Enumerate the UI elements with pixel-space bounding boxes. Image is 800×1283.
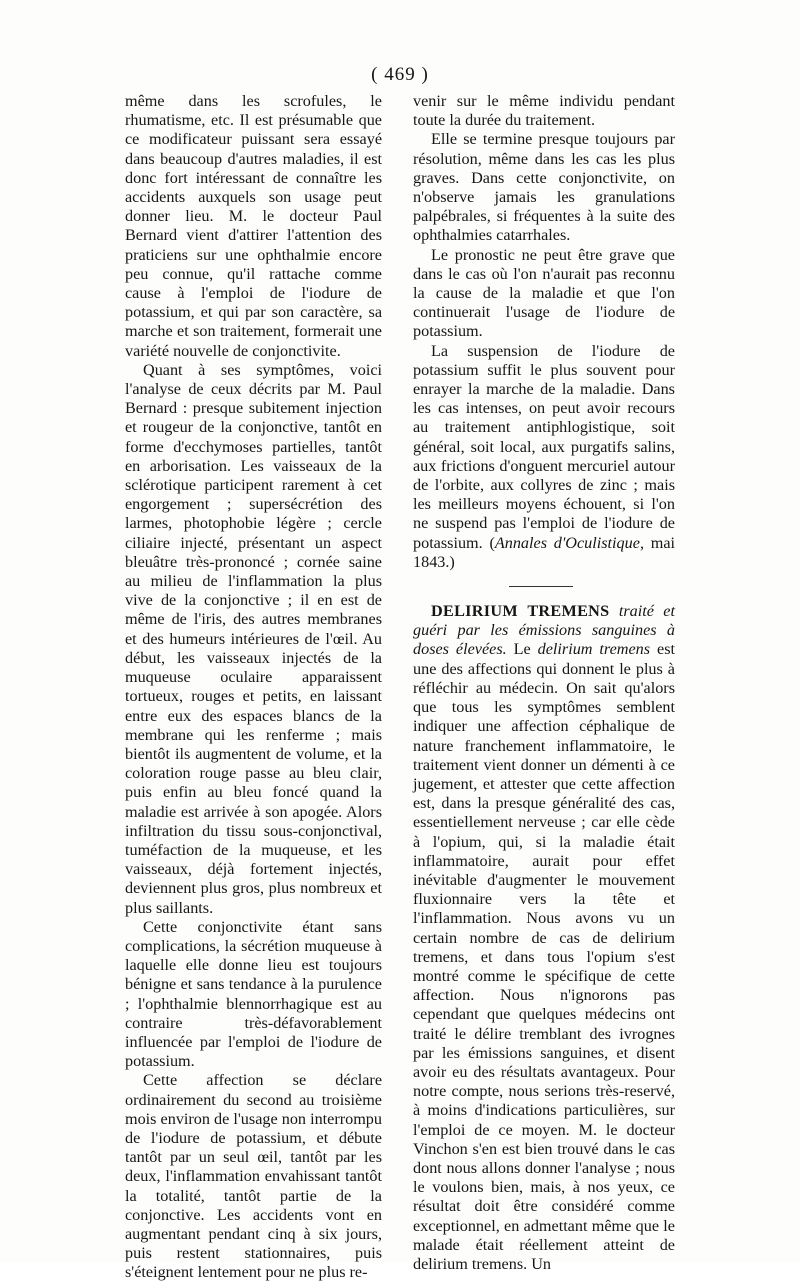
- section-separator: [413, 572, 675, 602]
- paragraph: Le pronostic ne peut être grave que dans le cas où l'on n'aurait pas reconnu la cause de la maladie et que l'on continuerait l'usage de l'iodure de potassium.: [413, 245, 675, 341]
- page-number: ( 469 ): [371, 64, 429, 85]
- right-column: [413, 92, 675, 1274]
- citation-open: (: [482, 533, 495, 552]
- paragraph: Cette conjonctivite étant sans complications, la sécrétion muqueuse à laquelle elle donne lieu est toujours bénigne et sans tendance à la purulence ; l'ophthalmie blennorrhagique est au contraire très-défavorablement influencée par l'emploi de l'iodure de potassium.: [125, 917, 382, 1071]
- left-column: [125, 92, 382, 1283]
- paragraph: Cette affection se déclare ordinairement du second au troisième mois environ de l'usage non interrompu de l'iodure de potassium, et débute tantôt par un seul œil, tantôt par les deux, l'inflammation envahissant tantôt la totalité, tantôt partie de la conjonctive. Les accidents vont en augmentant pendant cinq à six jours, puis restent stationnaires, puis s'éteignent lentement pour ne plus re-: [125, 1071, 382, 1282]
- article-body: est une des affections qui donnent le plus à réfléchir au médecin. On sait qu'alors que tous les symptômes semblent indiquer une affection céphalique de nature franchement inflammatoire, le traitement vient donner un démenti à ce jugement, et attester que cette affection est, dans la presque généralité des cas, essentiellement nerveuse ; car elle cède à l'opium, qui, si la maladie était inflammatoire, aurait pour effet inévitable d'augmenter le mouvement fluxionnaire vers la tête et l'inflammation. Nous avons vu un certain nombre de cas de delirium tremens, et dans tous l'opium s'est montré comme le spécifique de cette affection. Nous n'ignorons pas cependant que quelques médecins ont traité le délire tremblant des ivrognes par les émissions sanguines, et disent avoir eu des résultats avantageux. Pour notre compte, nous serions très-reservé, à moins d'indications particulières, sur l'emploi de ce moyen. M. le docteur Vinchon s'en est bien trouvé dans le cas dont nous allons donner l'analyse ; nous le voulons bien, mais, à nos yeux, ce résultat doit être considéré comme exceptionnel, en admettant même que le malade était réellement atteint de delirium tremens. Un: [413, 640, 675, 1273]
- article-subtitle: traité et guéri par les émissions sanguines à doses élevées.: [413, 602, 675, 659]
- paragraph: Elle se termine presque toujours par résolution, même dans les cas les plus graves. Dans cette conjonctivite, on n'observe jamais les granulations palpébrales, si fréquentes à la suite des ophthalmies catarrhales.: [413, 130, 675, 245]
- citation-source: Annales d'Oculistique: [494, 533, 640, 552]
- paragraph-with-citation: [413, 342, 675, 572]
- paragraph-text: La suspension de l'iodure de potassium suffit le plus souvent pour enrayer la marche de la maladie. Dans les cas intenses, on peut avoir recours au traitement antiphlogistique, soit général, soit local, aux purgatifs salins, aux frictions d'onguent mercuriel autour de l'orbite, aux collyres de zinc ; mais les meilleurs moyens échouent, si l'on ne suspend pas l'emploi de l'iodure de potassium.: [413, 341, 675, 552]
- paragraph: même dans les scrofules, le rhumatisme, etc. Il est présumable que ce modificateur puissant sera essayé dans beaucoup d'autres maladies, il est donc fort intéressant de connaître les accidents auxquels son usage peut donner lieu. M. le docteur Paul Bernard vient d'attirer l'attention des praticiens sur une ophthalmie encore peu connue, qu'il rattache comme cause à l'emploi de l'iodure de potassium, et qui par son caractère, sa marche et son traitement, formerait une variété nouvelle de conjonctivite.: [125, 92, 382, 360]
- paragraph: Quant à ses symptômes, voici l'analyse de ceux décrits par M. Paul Bernard : presque subitement injection et rougeur de la conjonctive, tantôt en forme d'ecchymoses partielles, tantôt en arborisation. Les vaisseaux de la sclérotique participent rarement à cet engorgement ; supersécrétion des larmes, photophobie légère ; cercle ciliaire injecté, présentant un aspect bleuâtre très-prononcé ; cornée saine au milieu de l'inflammation la plus vive de la conjonctive ; il en est de même de l'iris, des autres membranes et des humeurs intérieures de l'œil. Au début, les vaisseaux injectés de la muqueuse oculaire apparaissent tortueux, rouges et petits, en laissant entre eux des espaces blancs de la membrane qui les renferme ; mais bientôt ils augmentent de volume, et la coloration rouge passe au bleu clair, puis enfin au bleu foncé quand la maladie est arrivée à son apogée. Alors infiltration du tissu sous-conjonctival, tuméfaction de la muqueuse, et les vaisseaux, déjà fortement injectés, deviennent plus gros, plus nombreux et plus saillants.: [125, 360, 382, 917]
- article-title: DELIRIUM TREMENS: [431, 602, 610, 621]
- article-lead-term: delirium tremens: [537, 640, 651, 659]
- separator-rule: [509, 586, 573, 587]
- article-paragraph: [413, 602, 675, 1274]
- article-lead-in: Le: [506, 640, 538, 659]
- citation-date: , mai 1843.): [413, 533, 676, 571]
- paragraph: venir sur le même individu pendant toute la durée du traitement.: [413, 92, 675, 130]
